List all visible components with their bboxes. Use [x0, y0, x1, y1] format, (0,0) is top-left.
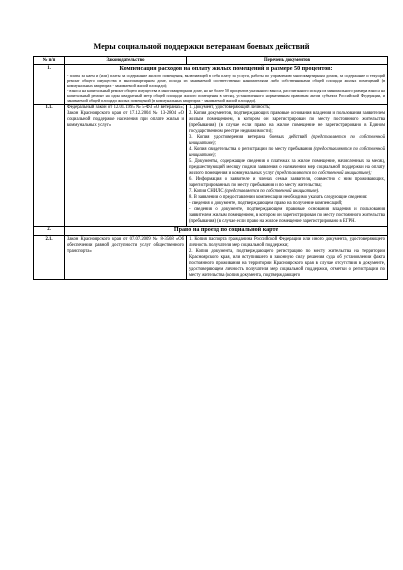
row-number: 2.1. [34, 236, 65, 280]
table-row [34, 236, 388, 280]
document-item: 2. Копия документов, подтверждающих правовые основания владения и пользования заявителем жилым помещением, в котором он зарегистрирован по месту постоянного жительства (пребывания) (в случае если право на жилое помещение не зарегистрировано в Едином государственном реестре недвижимости); [189, 111, 385, 135]
document-item: 1. Копия паспорта гражданина Российской Федерации или иного документа, удостоверяющего личность получателя мер социальной поддержки; [189, 236, 385, 248]
document-note: (представляются по собственной инициативе); [275, 171, 372, 177]
document-item: 2. Копия документа, подтверждающего регистрацию по месту жительства на территории Красноярского края, или вступившего в законную силу решения суда об установлении факта постоянного проживания на территории Красноярского края в случае отсутствия в документе, удостоверяющем личность получателя мер социальной поддержки, отметки о регистрации по месту жительства (копия документа, подтверждающего [189, 248, 385, 278]
document-item: 1. Документ, удостоверяющий личность; [189, 105, 271, 111]
measures-table [33, 56, 388, 280]
document-item [189, 159, 385, 177]
document-item: - сведения о документе, подтверждающем право на получение компенсаций; [189, 201, 343, 207]
document-note: (предоставляются по собственной инициативе); [189, 147, 385, 159]
section-description: - платы за наем и (или) платы за содержание жилого помещения, включающей в себя плату за услуги, работы по управлению многоквартирным домом, за содержание и текущий ремонт общего имущества в многоквартирном доме, исходя из занимаемой соответственно нанимателями либо собственниками общей площади жилых помещений (в коммунальных квартирах - занимаемой жилой площади); [67, 73, 385, 89]
page-title: Меры социальной поддержки ветеранам боевых действий [93, 42, 310, 51]
section-cell [65, 65, 388, 105]
table-row [34, 104, 388, 226]
document-text: 7. Копия СНИЛС [189, 189, 225, 195]
section-heading: Компенсация расходов на оплату жилых помещений в размере 50 процентов: [119, 65, 333, 72]
documents-cell [187, 104, 388, 226]
document-text: 3. Копия удостоверения ветерана боевых действий [189, 135, 312, 141]
section-number: 2. [34, 226, 65, 236]
section-description: - взноса на капитальный ремонт общего имущества в многоквартирном доме, но не более 50 процентов указанного взноса, рассчитанного исходя из минимального размера взноса на капитальный ремонт на один квадратный метр общей площади жилого помещения в месяц, установленного нормативным правовым актом субъекта Российской Федерации, и занимаемой общей площади жилых помещений (в коммунальных квартирах - занимаемой жилой площади). [67, 88, 385, 104]
document-note: (представляется по собственной инициативе); [189, 135, 385, 147]
row-number: 1.1. [34, 104, 65, 226]
document-text: 5. Документы, содержащие сведения о платежах за жилое помещение, начисленных за месяц, предшествующий месяцу подачи заявления о назначении мер социальной поддержки на оплату жилого помещения и коммунальных услуг [189, 159, 385, 177]
header-number: № п/п [34, 57, 65, 65]
document-note: (представляется по собственной инициативе). [224, 189, 320, 195]
document-item [189, 135, 385, 147]
legislation-cell: Закон Красноярского края от 07.07.2009 № 8-3568 «Об обеспечении равной доступности услуг общественного транспорта» [65, 236, 187, 280]
table-header-row [34, 57, 388, 65]
section-number: 1. [34, 65, 65, 105]
header-documents: Перечень документов [187, 57, 388, 65]
section-heading: Право на проезд по социальной карте [65, 226, 388, 236]
document-item: - сведения о документе, подтверждающем правовые основания владения и пользования заявителем жилым помещением, в котором он зарегистрирован по месту постоянного жительства (пребывания) (в случае если право на жилое помещение зарегистрировано в ЕГРН. [189, 207, 385, 225]
document-text: 4. Копия свидетельства о регистрации по месту пребывания [189, 147, 314, 153]
section-row [34, 226, 388, 236]
header-legislation: Законодательство [65, 57, 187, 65]
document-item [189, 147, 385, 159]
documents-cell [187, 236, 388, 280]
document-item: 8. В заявлении о предоставлении компенсации необходимо указать следующие сведения: [189, 195, 368, 201]
section-row [34, 65, 388, 105]
legislation-cell: Федеральный закон от 12.01.1995 № 5-ФЗ «О ветеранах»; Закон Красноярского края от 17.12.2004 № 13-2804 «О социальной поддержке населения при оплате жилья и коммунальных услуг» [65, 104, 187, 226]
document-item: 6. Информация о заявителе и членах семьи заявителя, совместно с ним проживающих, зарегистрированных по месту пребывания и по месту жительства; [189, 177, 385, 189]
